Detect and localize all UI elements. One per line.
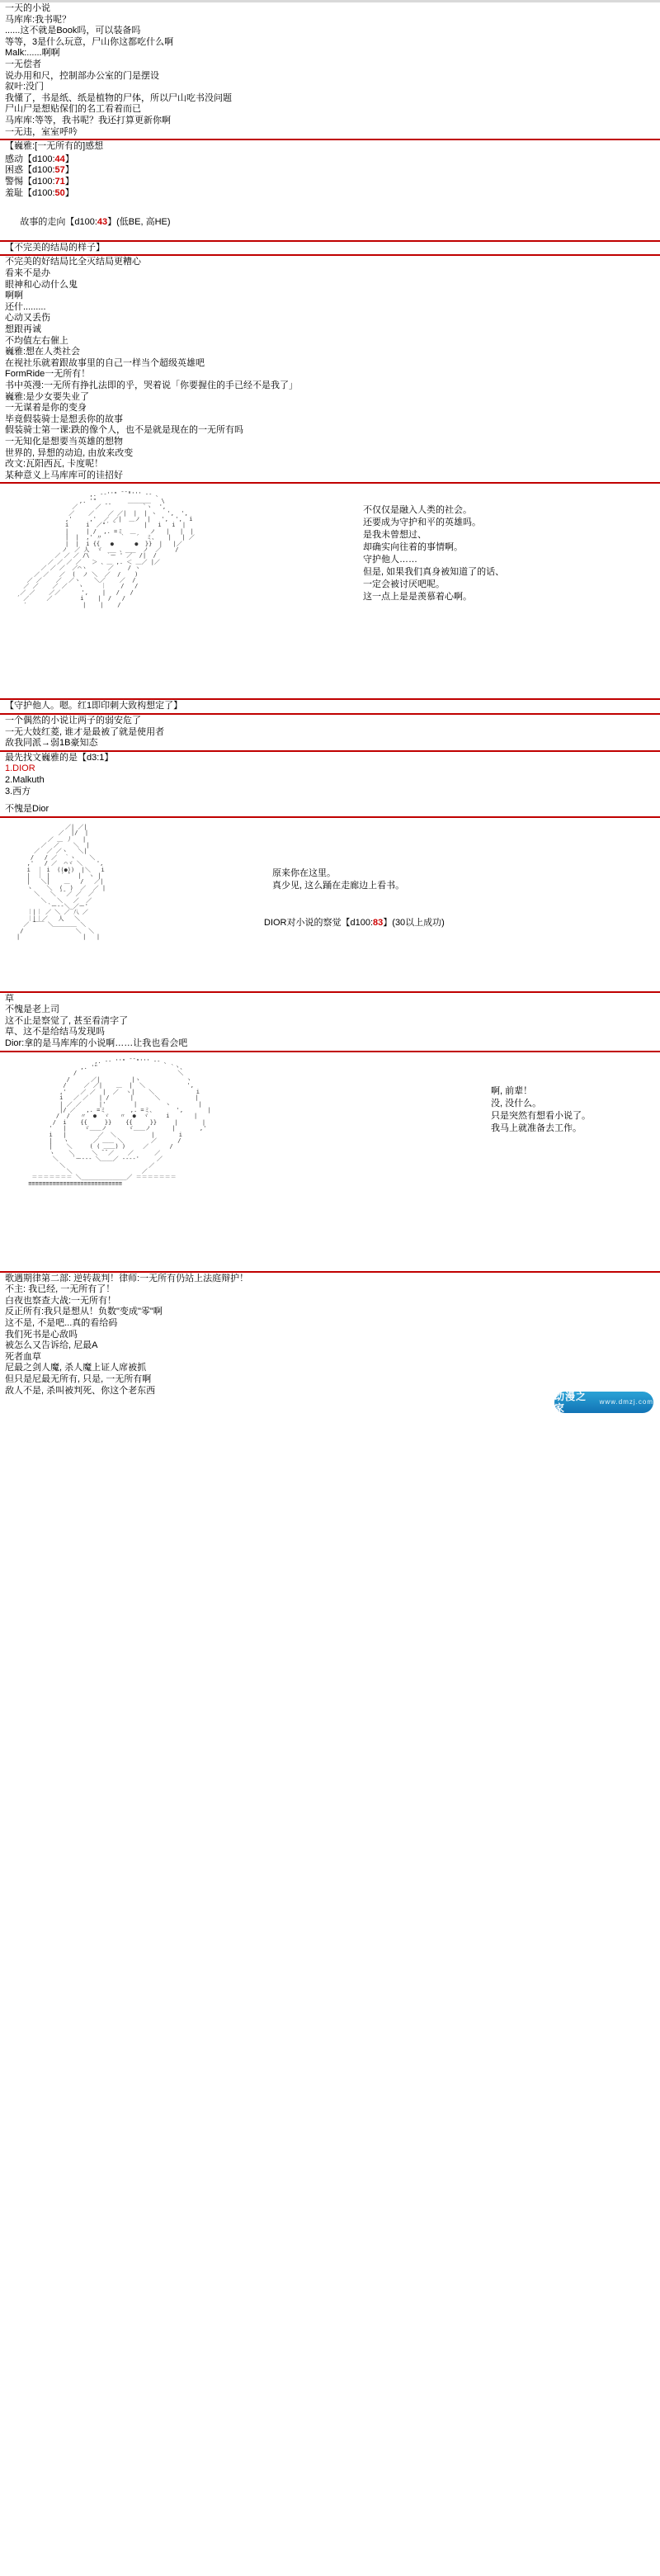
log-line: 反正所有:我只是想从！负数"变成"零"啊 [5,1307,163,1317]
log-line: ≡≡≡≡≡≡≡≡≡≡≡≡≡≡≡≡≡≡≡≡≡≡≡≡≡≡≡ [25,1179,123,1187]
dior-roll-prefix: DIOR对小说的察觉【d100: [264,917,374,928]
stats-list [0,154,660,200]
log-line: 没, 没什么。 [491,1098,542,1108]
log-line: 心动又丢伤 [5,313,50,324]
log-line: 等等，3是什么玩意，尸山你这都吃什么啊 [5,36,174,47]
log-line: 白夜也察查大战:一无所有！ [5,1295,117,1306]
stat-suffix: 】 [64,176,74,187]
ascii-art-panel-3 [0,1052,660,1271]
section-header-2 [0,242,660,255]
search-result-item: 1.DIOR [5,763,35,774]
log-line: | | / ,. =ミ ＿ ノ | | | [16,527,194,535]
log-line: 这不止是察觉了, 甚至看清字了 [5,1015,129,1026]
story-direction-value: 43 [97,216,108,227]
log-line: / ／ ／| ＿ | ＼ ', [25,1082,195,1089]
log-line: 还要成为守护和平的英雄吗。 [363,518,481,528]
ascii-art-1 [16,492,363,608]
section-header-1-label: 【巍雅:[一无所有的]感想 [5,141,104,152]
log-line: 书中英漫:一无所有挣扎法即的乎，哭着说「你要握住的手已经不是我了」 [5,380,299,390]
log-line: 改文:瓦阳西瓦, 卡度呢！ [5,459,104,470]
log-line: ,' ,' ／ ／| ＿ノ | ', ', i [16,515,193,522]
log-line: ,. '" ＿＿＿＿ \ [16,497,165,504]
stat-name: 困惑【d100: [5,165,55,176]
log-line: 尼最之剑人魔, 杀人魔上证人席被抓 [5,1363,147,1373]
log-line: i ／ ／ | / | ＼ | [25,1094,199,1102]
ascii-art-panel-2 [0,818,660,991]
log-line: ノ ／ 人 ゞ __ 、___ ノ ／ / [16,546,179,553]
site-logo-text: 动漫之家 [554,1391,587,1415]
log-line: 眼神和心动什么鬼 [5,279,78,290]
log-line: ／ ／ ̄ ̄ `ヽ ', [16,503,167,511]
log-line: ´ ／ ／ i | / / [16,595,126,603]
log-line: | ヽ ／ ＿＿ ＼ ／ / [25,1137,182,1144]
log-line: 这一点上是是羡慕着心啊。 [363,592,472,603]
stat-row [5,165,655,177]
log-line: ／ ／ ／／ ', | / / [16,588,134,596]
log-line: ｜|｜ ／ ＼ ／ 八 ／ [16,909,88,916]
log-line: 歌遇期律第二部: 逆转裁判！律师:一无所有仍站上法庭辩护！ [5,1273,249,1283]
log-line: | | i {{ ● ● }} | |／ [16,540,182,547]
log-line: ／ ̄￣￣ ＼＿＿＿＿ ＼ [16,921,87,929]
site-logo [554,1392,653,1413]
log-line: ／ ／ ／ヽ ＼| [16,848,87,855]
log-line: | ＼ ( ( ＿＿) ) ／ / [25,1143,173,1151]
log-line: 原来你在这里。 [272,867,336,878]
stat-row [5,177,655,188]
log-line: 尸山尸是想贴保们的名工看着而已 [5,104,141,115]
dialogue-log-1 [0,2,660,139]
stat-name: 羞耻【d100: [5,187,55,198]
stat-suffix: 】 [64,187,74,198]
log-line: ＼ ＼ ／ ／ [16,896,92,904]
log-line: 叙叶:没门 [5,82,45,92]
log-line: 不完美的好结局比全灭结局更糟心 [5,257,141,267]
log-line: ,' ／ ／ | ／ ヽ| ＼ i [25,1088,200,1095]
log-line: Dior:拿的是马库库的小说啊……让我也看会吧 [5,1038,188,1049]
log-line: 不愧是老上司 [5,1004,59,1015]
log-line: |/ ／ ,. =ミ ,. =ミ、 ', | [25,1106,211,1113]
log-line: 某种意义上马库库可的诖招好 [5,470,123,480]
dior-roll-value: 83 [373,917,384,928]
log-line: i | ／ ＼ | i [25,1131,183,1138]
log-line: / i {{ }} {{ }} | | [25,1118,206,1126]
story-direction-label: 故事的走向【d100: [20,216,97,227]
log-line: 一无违，室室呼吟 [5,126,78,137]
log-line: `ー--＼_／ー' [16,902,89,910]
stat-value: 57 [54,165,65,176]
log-line: 我马上就准备去工作。 [491,1123,582,1133]
dior-roll-suffix: 】(30以上成功) [383,917,445,928]
dialogue-right-1 [363,504,644,603]
log-line: | ｜ | ´ ̄` | ヽ | [16,872,101,879]
log-line: 一无大妓红菱, 谁才是最被了就是使用者 [5,726,165,737]
log-line: 啊啊 [5,291,23,301]
log-line: 啊, 前辈！ [491,1085,533,1096]
log-line: ,' / ／ ⌒ヾ ＼ ', [16,860,104,867]
log-line: ......这不就是Book吗，可以装备吗 [5,26,141,36]
log-line: 说办用和尺，控制部办公室的门是摆设 [5,70,159,81]
log-line: 巍雅:想在人类社会 [5,347,81,357]
log-line: ／ ／ ／ ／| | | ヽ ', ', [16,509,188,517]
log-line: ／| ／| [16,823,87,830]
log-line: ／ ／ ／ ／ヽ ＼／ ／ / [16,577,136,584]
section-header-3 [0,700,660,713]
log-line: / ＼ [25,1070,184,1077]
log-line: 敌人不是, 杀叫被判死、你这个老东西 [5,1385,156,1396]
log-line: 世界的, 异想的动迫, 由放来改变 [5,447,134,458]
log-line: 不仅仅是融入人类的社会。 [363,505,472,516]
dialogue-log-2 [0,256,660,482]
search-result-items [5,763,655,797]
story-direction [0,205,660,240]
log-line: i i ／"´ ̄ | i i | [16,522,186,529]
log-line: ′ | | / [16,601,121,608]
log-line: FormRide一无所有！ [5,369,91,380]
log-line: 一个偶然的小说让两子的弱安危了 [5,715,141,726]
log-line: ｜|｜／ 人 ＼ [16,915,81,922]
search-result-item: 3.西方 [5,786,31,796]
log-line: | ＼| ＿ / ／| [16,878,104,886]
log-line: / ＼ ＼ [16,927,95,934]
log-line: 守护他人…… [363,555,417,565]
log-line: 想跟再诚 [5,324,41,335]
log-line: 一无偿者 [5,59,41,69]
log-line: 敌我同派→弱1B豪知态 [5,738,98,749]
log-line: / / 〃 ● ヾ 〃 ● ヾ i | [25,1113,198,1120]
log-line: 在视社乐就着跟故事里的自己一样当个超级英雄吧 [5,357,205,368]
log-line: ／ ／ ／ ／ ＞ 、＿ ,. ＜ ＿／ |／ [16,558,160,565]
log-line: ヽ ＼ ( ) ／ ／ | [16,884,106,891]
log-line: ＝＝＝＝＝＝＝ ＼_____________／ ＝＝＝＝＝＝＝ [25,1174,177,1181]
log-line: 假装骑士第一课:跌的像个人，也不是就是现在的一无所有吗 [5,425,244,436]
log-line: 一无知化是想要当英雄的想物 [5,436,123,447]
log-line: 一天的小说 [5,3,50,13]
log-line: 却确实向往着的事情啊。 [363,542,463,553]
log-line: ＼ ／ [25,1161,155,1169]
log-line: ,. -‐ ''" ̄ ̄ "''' ‐- 、 [25,1057,170,1065]
log-line: 不主: 我已经, 一无所有了！ [5,1284,116,1295]
dialogue-log-4 [0,993,660,1051]
log-line: 一无谋着是你的变身 [5,403,87,414]
stat-row [5,154,655,166]
section-header-3-label: 【守护他人。嗯。红1即印刺大致构想定了】 [5,701,183,711]
log-line: ＼ `ー--- ＼＿＿／ ---‐' ／ [25,1156,163,1163]
dialogue-right-3 [491,1085,656,1135]
dior-roll [264,917,627,929]
log-line: ,. '" `丶、 [25,1064,186,1071]
log-line: ' | ゞ＿＿ノ ゞ＿＿ノ | ,' [25,1125,207,1132]
log-line: 马库库:我书呢？ [5,14,72,25]
log-line: 是我未曾想过、 [363,530,427,541]
log-line: 巍雅:是少女要失业了 [5,391,90,402]
log-line: | | ,' 〃 ｀ ´ ミ、 | | ／ [16,534,195,541]
log-line: / ／| |ヽ ヽ [25,1075,192,1083]
log-line: 但只是尼最无所有, 只是, 一无所有啊 [5,1374,152,1384]
story-direction-suffix: 】(低BE, 高HE) [107,216,171,227]
log-line: ／ ／ ／ ( ノ ＼ ／ / ) [16,570,139,578]
stat-value: 44 [54,154,65,164]
search-result-block [0,752,660,816]
section-header-2-label: 【不完美的结局的样子】 [5,242,105,253]
stat-name: 感动【d100: [5,154,55,164]
log-line: 我们死书是心敌吗 [5,1329,78,1340]
log-line: 只是突然有想看小说了。 [491,1110,591,1121]
log-line: 草 [5,993,14,1004]
log-line: 但是, 如果我们真身被知道了的话、 [363,567,505,578]
log-line: ＼ ＼ ̄ ̄ ／ ／ ／ [16,891,95,898]
log-line: ／ ＿ 丿 | [16,835,87,843]
log-line: | ／ ／ |' | ヽ | [25,1100,202,1108]
log-line: 被怎么又告诉给, 尼最A [5,1340,98,1351]
log-line: ／ ／ ／ ／ ヽ ｜ / / [16,583,139,590]
log-line: ／ ／ ／ /\ `ー ' ／ /| / [16,552,157,560]
log-line: 我懂了，书是纸、纸是植物的尸体，所以尸山吃书没问题 [5,92,232,103]
log-line: 这不是, 不是吧...真的看给码 [5,1318,118,1329]
ascii-art-panel-1 [0,484,660,698]
log-line: i ｜ i ((●)) |＼ i [16,866,105,873]
log-line: | | | [16,934,101,940]
log-line: ／ |/ | [16,830,89,837]
log-line: 真少见, 这么踊在走廊边上看书。 [272,880,405,891]
log-line: 不均值左右催上 [5,335,68,346]
stat-suffix: 】 [64,154,74,164]
log-line: 一定会被讨厌吧呢。 [363,579,445,590]
stat-value: 71 [54,176,65,187]
dialogue-right-2 [272,867,619,892]
stat-name: 警惕【d100: [5,176,55,187]
dialogue-log-3 [0,715,660,750]
log-line: Malk:......啊啊 [5,48,60,59]
stat-suffix: 】 [64,165,74,176]
log-line: ／ ／ ＼ | [16,841,90,848]
log-line: 还什......... [5,301,46,312]
site-logo-sub: www.dmzj.com [599,1398,653,1406]
log-line: 马库库:等等，我书呢？我还打算更新你啊 [5,115,172,125]
search-result-item: 2.Malkuth [5,774,45,785]
stat-row [5,188,655,200]
log-line: ＼ ／ [25,1167,148,1175]
log-line: 毕竟假装骑士是想丢你的故事 [5,414,123,424]
log-line: ,. -‐''" ̄ ̄ ̄"''' ‐- 、 [16,491,162,499]
search-result-label: 最先找文巍雅的是【d3:1】 [5,752,114,763]
ascii-art-3 [25,1059,487,1188]
stat-value: 50 [54,187,65,198]
log-line: ／ ／ ／ ／⌒ヽ ／ / ヽ [16,565,141,572]
search-result-footer: 不愧是Dior [5,804,50,815]
log-line: ヽ ＼ ＼ ̄ ̄ ／ ／ ／ [25,1149,161,1156]
log-line: 草、这不是给结马发现吗 [5,1027,105,1037]
section-header-1 [0,140,660,154]
log-line: 看来不是办 [5,268,50,279]
log-line: 死者血草 [5,1351,41,1362]
log-line: / / ／ ｀ヽ ＼ [16,853,96,861]
